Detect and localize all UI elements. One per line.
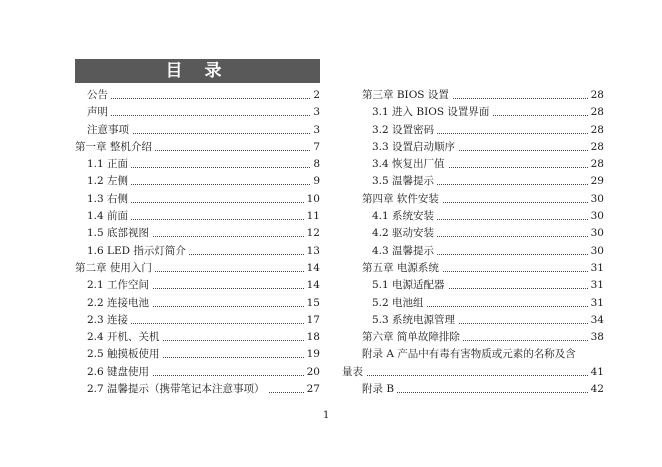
toc-entry-page: 15 bbox=[304, 295, 320, 312]
toc-entry-page: 31 bbox=[588, 277, 604, 294]
toc-entry-page: 2 bbox=[310, 87, 320, 104]
toc-entry-page: 41 bbox=[588, 364, 604, 381]
toc-entry-label: 2.4 开机、关机 bbox=[87, 329, 163, 346]
toc-entry[interactable] bbox=[75, 139, 320, 156]
toc-entry-label: 第二章 使用入门 bbox=[75, 260, 155, 277]
toc-entry-page: 3 bbox=[310, 122, 320, 139]
toc-entry-label: 第五章 电源系统 bbox=[362, 260, 442, 277]
toc-right-column bbox=[342, 87, 604, 398]
toc-entry-label: 3.4 恢复出厂值 bbox=[372, 156, 448, 173]
toc-entry-page: 14 bbox=[304, 260, 320, 277]
toc-entry-page: 8 bbox=[310, 156, 320, 173]
toc-entry[interactable] bbox=[75, 104, 320, 121]
toc-entry-page: 11 bbox=[304, 208, 320, 225]
toc-entry-page: 28 bbox=[588, 87, 604, 104]
toc-entry-label: 4.3 温馨提示 bbox=[372, 243, 437, 260]
page-number: 1 bbox=[323, 410, 330, 421]
toc-entry-label: 1.2 左侧 bbox=[87, 173, 131, 190]
dot-leader bbox=[342, 364, 604, 376]
toc-entry-page: 13 bbox=[304, 243, 320, 260]
toc-entry-label: 第三章 BIOS 设置 bbox=[362, 87, 452, 104]
toc-entry-label: 第一章 整机介绍 bbox=[75, 139, 155, 156]
toc-entry[interactable] bbox=[75, 87, 320, 104]
toc-entry-label: 2.2 连接电池 bbox=[87, 295, 152, 312]
toc-entry-page: 38 bbox=[588, 329, 604, 346]
toc-entry-label: 第四章 软件安装 bbox=[362, 191, 442, 208]
toc-entry-label: 5.1 电源适配器 bbox=[372, 277, 448, 294]
toc-entry-label: 2.1 工作空间 bbox=[87, 277, 152, 294]
toc-entry-label: 3.3 设置启动顺序 bbox=[372, 139, 458, 156]
toc-entry-label: 5.3 系统电源管理 bbox=[372, 312, 458, 329]
toc-entry-page: 27 bbox=[304, 381, 320, 398]
toc-entry-label: 声明 bbox=[87, 104, 111, 121]
toc-entry-label: 1.4 前面 bbox=[87, 208, 131, 225]
toc-entry-page: 18 bbox=[304, 329, 320, 346]
toc-entry-label: 量表 bbox=[342, 364, 366, 381]
toc-entry-page: 28 bbox=[588, 104, 604, 121]
toc-entry[interactable] bbox=[342, 260, 604, 277]
toc-entry[interactable] bbox=[75, 364, 320, 381]
toc-entry[interactable] bbox=[342, 208, 604, 225]
toc-entry[interactable] bbox=[75, 173, 320, 190]
dot-leader bbox=[362, 381, 604, 393]
toc-entry-page: 10 bbox=[304, 191, 320, 208]
toc-entry[interactable] bbox=[342, 156, 604, 173]
toc-entry[interactable] bbox=[342, 243, 604, 260]
toc-entry-label: 附录 B bbox=[362, 381, 397, 398]
toc-entry-label: 2.7 温馨提示（携带笔记本注意事项） bbox=[87, 381, 268, 398]
toc-entry-page: 17 bbox=[304, 312, 320, 329]
toc-title: 目 录 bbox=[165, 61, 230, 81]
dot-leader bbox=[87, 104, 320, 116]
toc-entry-label: 1.6 LED 指示灯简介 bbox=[87, 243, 189, 260]
toc-entry[interactable] bbox=[342, 104, 604, 121]
toc-entry-label: 注意事项 bbox=[87, 122, 132, 139]
toc-entry[interactable] bbox=[342, 312, 604, 329]
toc-entry-appendix-a-line2[interactable] bbox=[342, 364, 604, 381]
toc-entry-page: 30 bbox=[588, 191, 604, 208]
toc-entry-page: 30 bbox=[588, 225, 604, 242]
toc-entry[interactable] bbox=[75, 225, 320, 242]
toc-entry-label: 4.1 系统安装 bbox=[372, 208, 437, 225]
toc-entry[interactable] bbox=[75, 260, 320, 277]
toc-entry[interactable] bbox=[75, 312, 320, 329]
toc-entry[interactable] bbox=[342, 191, 604, 208]
toc-entry-page: 29 bbox=[588, 173, 604, 190]
toc-entry-label: 3.2 设置密码 bbox=[372, 122, 437, 139]
toc-entry[interactable] bbox=[75, 122, 320, 139]
toc-entry[interactable] bbox=[342, 295, 604, 312]
toc-entry-label: 公告 bbox=[87, 87, 111, 104]
toc-entry-appendix-a-line1[interactable]: 附录 A 产品中有毒有害物质或元素的名称及含 bbox=[362, 348, 576, 361]
toc-entry[interactable] bbox=[75, 208, 320, 225]
toc-entry-label: 2.6 键盘使用 bbox=[87, 364, 152, 381]
toc-entry[interactable] bbox=[342, 173, 604, 190]
toc-entry-page: 30 bbox=[588, 208, 604, 225]
toc-entry-page: 31 bbox=[588, 260, 604, 277]
toc-title-bar bbox=[75, 59, 320, 83]
toc-entry-label: 1.1 正面 bbox=[87, 156, 131, 173]
toc-entry[interactable] bbox=[75, 346, 320, 363]
toc-entry-page: 34 bbox=[588, 312, 604, 329]
toc-entry[interactable] bbox=[342, 329, 604, 346]
toc-entry-label: 1.3 右侧 bbox=[87, 191, 131, 208]
toc-entry-page: 31 bbox=[588, 295, 604, 312]
toc-entry[interactable] bbox=[75, 191, 320, 208]
toc-entry[interactable] bbox=[75, 329, 320, 346]
toc-entry[interactable] bbox=[75, 277, 320, 294]
toc-entry[interactable] bbox=[75, 295, 320, 312]
toc-entry[interactable] bbox=[342, 277, 604, 294]
dot-leader bbox=[87, 87, 320, 99]
toc-entry-label: 1.5 底部视图 bbox=[87, 225, 152, 242]
toc-entry-page: 3 bbox=[310, 104, 320, 121]
toc-entry-label: 5.2 电池组 bbox=[372, 295, 427, 312]
toc-entry-page: 19 bbox=[304, 346, 320, 363]
toc-entry[interactable] bbox=[342, 87, 604, 104]
toc-entry-page: 7 bbox=[310, 139, 320, 156]
toc-entry[interactable] bbox=[75, 381, 320, 398]
toc-entry-page: 28 bbox=[588, 122, 604, 139]
toc-entry-label: 4.2 驱动安装 bbox=[372, 225, 437, 242]
toc-entry-label: 2.5 触摸板使用 bbox=[87, 346, 163, 363]
toc-entry-page: 30 bbox=[588, 243, 604, 260]
toc-entry-label: 3.1 进入 BIOS 设置界面 bbox=[372, 104, 492, 121]
toc-entry[interactable] bbox=[75, 243, 320, 260]
toc-entry-page: 42 bbox=[588, 381, 604, 398]
toc-entry[interactable] bbox=[75, 156, 320, 173]
toc-entry[interactable] bbox=[342, 139, 604, 156]
toc-entry[interactable] bbox=[342, 122, 604, 139]
toc-entry-label: 3.5 温馨提示 bbox=[372, 173, 437, 190]
toc-entry-page: 20 bbox=[304, 364, 320, 381]
toc-entry-page: 28 bbox=[588, 139, 604, 156]
toc-entry-page: 14 bbox=[304, 277, 320, 294]
toc-left-column bbox=[75, 87, 320, 398]
toc-entry-label: 2.3 连接 bbox=[87, 312, 131, 329]
toc-entry-page: 28 bbox=[588, 156, 604, 173]
toc-entry-page: 12 bbox=[304, 225, 320, 242]
toc-entry-page: 9 bbox=[310, 173, 320, 190]
toc-entry-label: 第六章 简单故障排除 bbox=[362, 329, 463, 346]
toc-entry[interactable] bbox=[342, 225, 604, 242]
toc-entry-appendix-b[interactable] bbox=[342, 381, 604, 398]
